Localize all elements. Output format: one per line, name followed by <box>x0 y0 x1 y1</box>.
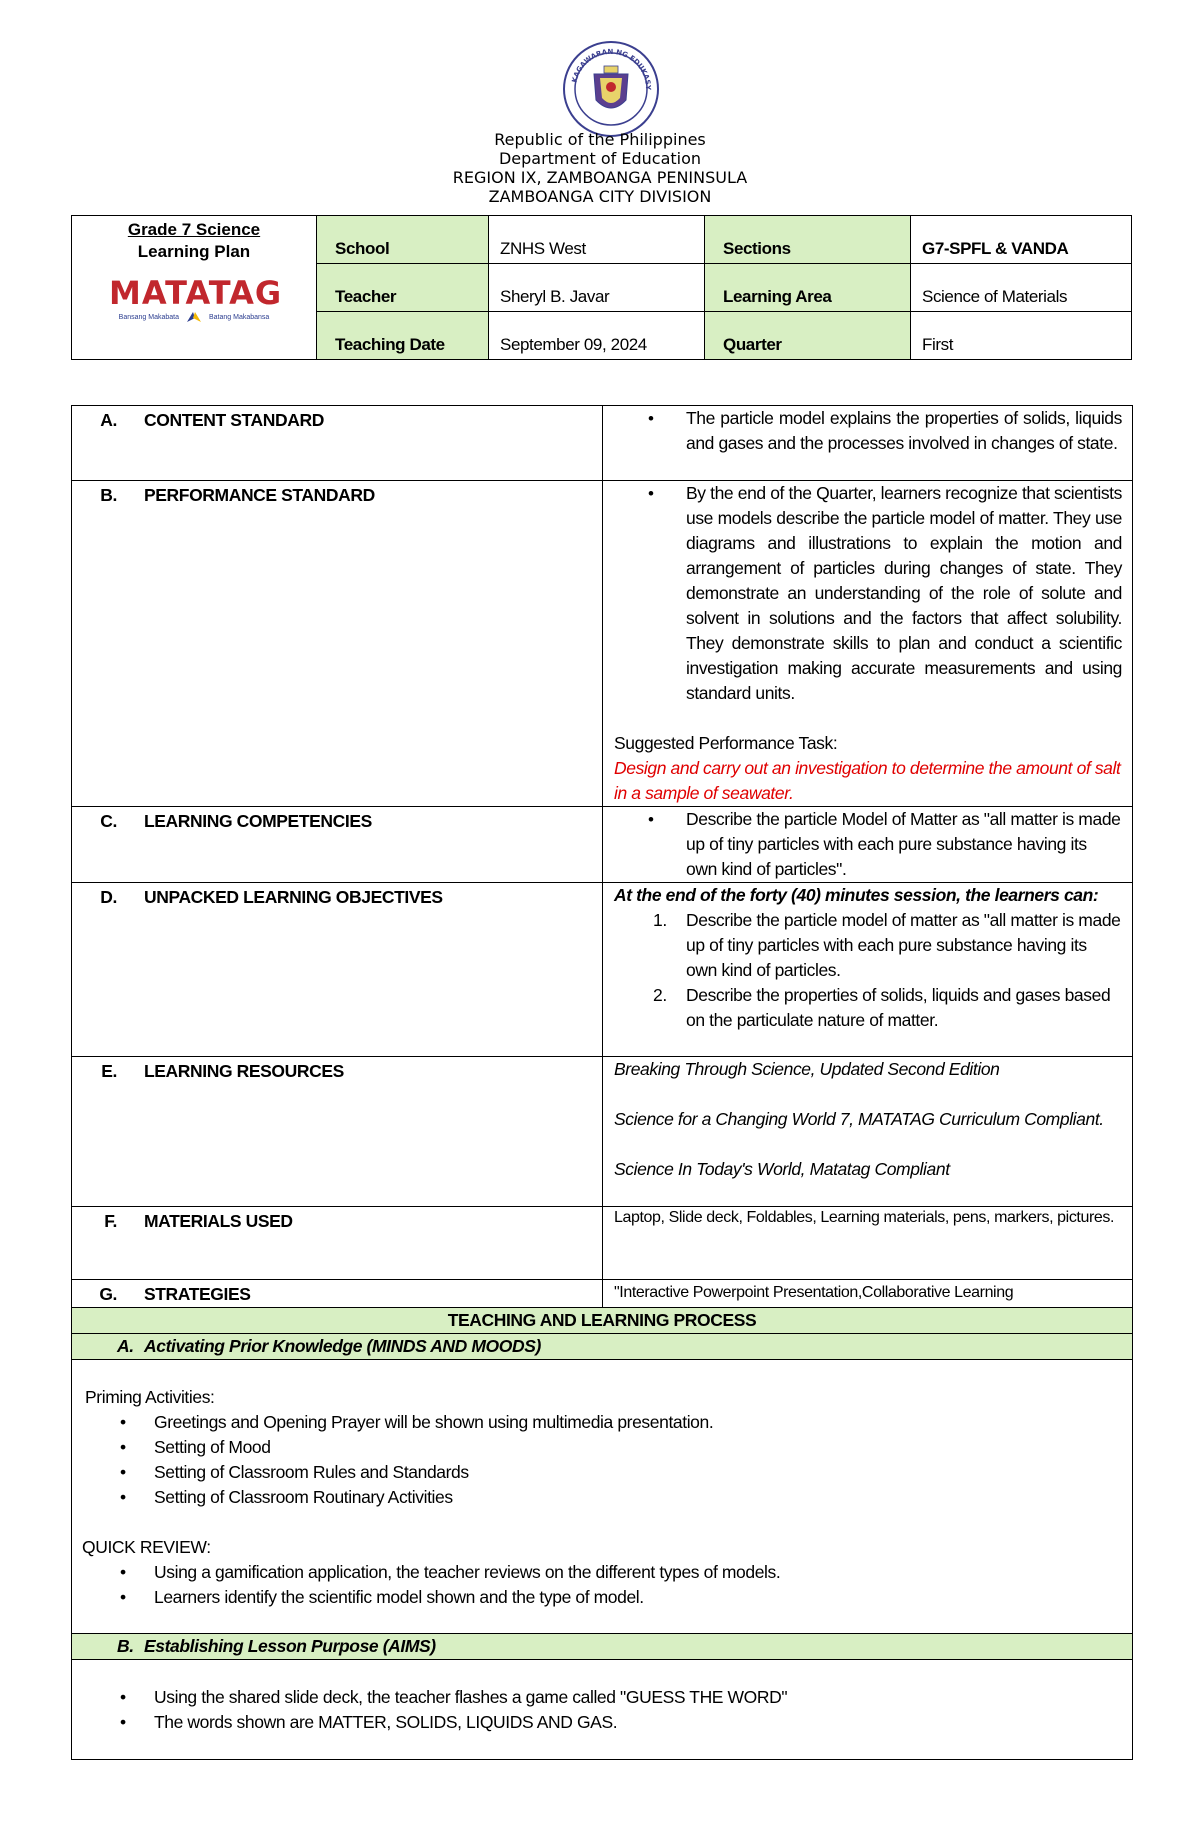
lesson-info-table <box>71 215 1132 360</box>
label-learning-area: Learning Area <box>705 264 911 312</box>
label-school: School <box>317 216 489 264</box>
materials-used-text: Laptop, Slide deck, Foldables, Learning materials, pens, markers, pictures. <box>603 1207 1133 1280</box>
agency-header <box>0 130 1200 206</box>
matatag-tagline-1: Bansang Makabata <box>118 313 179 321</box>
performance-standard-text: • By the end of the Quarter, learners recognize that scientists use models describe the particle model of matter. They use diagrams and illustrations to explain the motion and arrangement of particles during changes of state. They demonstrate an understanding of the role of solute and solvent in solutions and the factors that affect solubility. They demonstrate skills to plan and conduct a scientific investigation making accurate measurements and using standard units. <box>686 481 1122 706</box>
quick-review-label: QUICK REVIEW: <box>82 1537 211 1557</box>
process-part-b-heading: B. Establishing Lesson Purpose (AIMS) <box>72 1634 1133 1660</box>
lesson-plan-table <box>71 405 1133 1760</box>
learning-competency-text: • Describe the particle Model of Matter as "all matter is made up of tiny particles with each pure substance having its own kind of particles". <box>686 807 1122 882</box>
priming-item: • Setting of Mood <box>154 1435 1132 1460</box>
priming-label: Priming Activities: <box>85 1387 215 1407</box>
aims-item: • The words shown are MATTER, SOLIDS, LIQUIDS AND GAS. <box>154 1710 1132 1735</box>
priming-item: • Greetings and Opening Prayer will be shown using multimedia presentation. <box>154 1410 1132 1435</box>
label-sections: Sections <box>705 216 911 264</box>
learning-competencies-label: C. LEARNING COMPETENCIES <box>72 807 603 883</box>
performance-task-label: Suggested Performance Task: <box>614 733 838 753</box>
process-part-a-heading: A. Activating Prior Knowledge (MINDS AND MOODS) <box>72 1334 1133 1360</box>
matatag-tagline-2: Batang Makabansa <box>209 313 270 321</box>
priming-item: • Setting of Classroom Rules and Standards <box>154 1460 1132 1485</box>
priming-item: • Setting of Classroom Routinary Activities <box>154 1485 1132 1510</box>
objective-item: 1. Describe the particle model of matter as "all matter is made up of tiny particles with each pure substance having its own kind of particles. <box>653 910 1121 980</box>
aims-cell <box>72 1660 1133 1760</box>
learning-resources-cell <box>603 1057 1133 1207</box>
objectives-intro: At the end of the forty (40) minutes session, the learners can: <box>614 885 1099 905</box>
learning-competencies-cell <box>603 807 1133 883</box>
region-line: REGION IX, ZAMBOANGA PENINSULA <box>452 168 748 187</box>
strategies-text: "Interactive Powerpoint Presentation,Collaborative Learning <box>603 1280 1133 1308</box>
value-sections: G7-SPFL & VANDA <box>911 216 1132 264</box>
matatag-wordmark: MATATAG <box>109 274 283 312</box>
value-teacher: Sheryl B. Javar <box>489 264 705 312</box>
label-teacher: Teacher <box>317 264 489 312</box>
value-teaching-date: September 09, 2024 <box>489 312 705 360</box>
resource-item: Science for a Changing World 7, MATATAG Curriculum Compliant. <box>614 1109 1104 1129</box>
plan-title: Grade 7 Science <box>127 220 261 239</box>
svg-text:KAGAWARAN NG EDUKASYON: KAGAWARAN NG EDUKASY <box>570 47 653 91</box>
resource-item: Breaking Through Science, Updated Second Edition <box>614 1059 1000 1079</box>
department-line: Department of Education <box>498 149 702 168</box>
objectives-label: D. UNPACKED LEARNING OBJECTIVES <box>72 883 603 1057</box>
plan-logo-cell <box>72 216 317 360</box>
performance-task-text: Design and carry out an investigation to determine the amount of salt in a sample of seawater. <box>614 758 1121 803</box>
republic-line: Republic of the Philippines <box>494 130 706 149</box>
process-title: TEACHING AND LEARNING PROCESS <box>72 1308 1133 1334</box>
learning-resources-label: E. LEARNING RESOURCES <box>72 1057 603 1207</box>
label-teaching-date: Teaching Date <box>317 312 489 360</box>
plan-subtitle: Learning Plan <box>137 242 251 261</box>
performance-standard-label: B. PERFORMANCE STANDARD <box>72 481 603 807</box>
content-standard-cell <box>603 406 1133 481</box>
label-quarter: Quarter <box>705 312 911 360</box>
resource-item: Science In Today's World, Matatag Compliant <box>614 1159 950 1179</box>
review-item: • Learners identify the scientific model shown and the type of model. <box>154 1585 1132 1610</box>
content-standard-label: A. CONTENT STANDARD <box>72 406 603 481</box>
hands-icon <box>185 310 203 324</box>
materials-used-label: F. MATERIALS USED <box>72 1207 603 1280</box>
deped-seal <box>562 40 660 138</box>
strategies-label: G. STRATEGIES <box>72 1280 603 1308</box>
objective-item: 2. Describe the properties of solids, liquids and gases based on the particulate nature of matter. <box>653 985 1111 1030</box>
objectives-cell <box>603 883 1133 1057</box>
value-learning-area: Science of Materials <box>911 264 1132 312</box>
division-line: ZAMBOANGA CITY DIVISION <box>488 187 712 206</box>
review-item: • Using a gamification application, the teacher reviews on the different types of models. <box>154 1560 1132 1585</box>
performance-standard-cell <box>603 481 1133 807</box>
matatag-logo <box>109 274 283 324</box>
content-standard-text: • The particle model explains the properties of solids, liquids and gases and the processes involved in changes of state. <box>686 406 1122 456</box>
aims-item: • Using the shared slide deck, the teacher flashes a game called "GUESS THE WORD" <box>154 1685 1132 1710</box>
value-school: ZNHS West <box>489 216 705 264</box>
minds-and-moods-cell <box>72 1360 1133 1634</box>
value-quarter: First <box>911 312 1132 360</box>
